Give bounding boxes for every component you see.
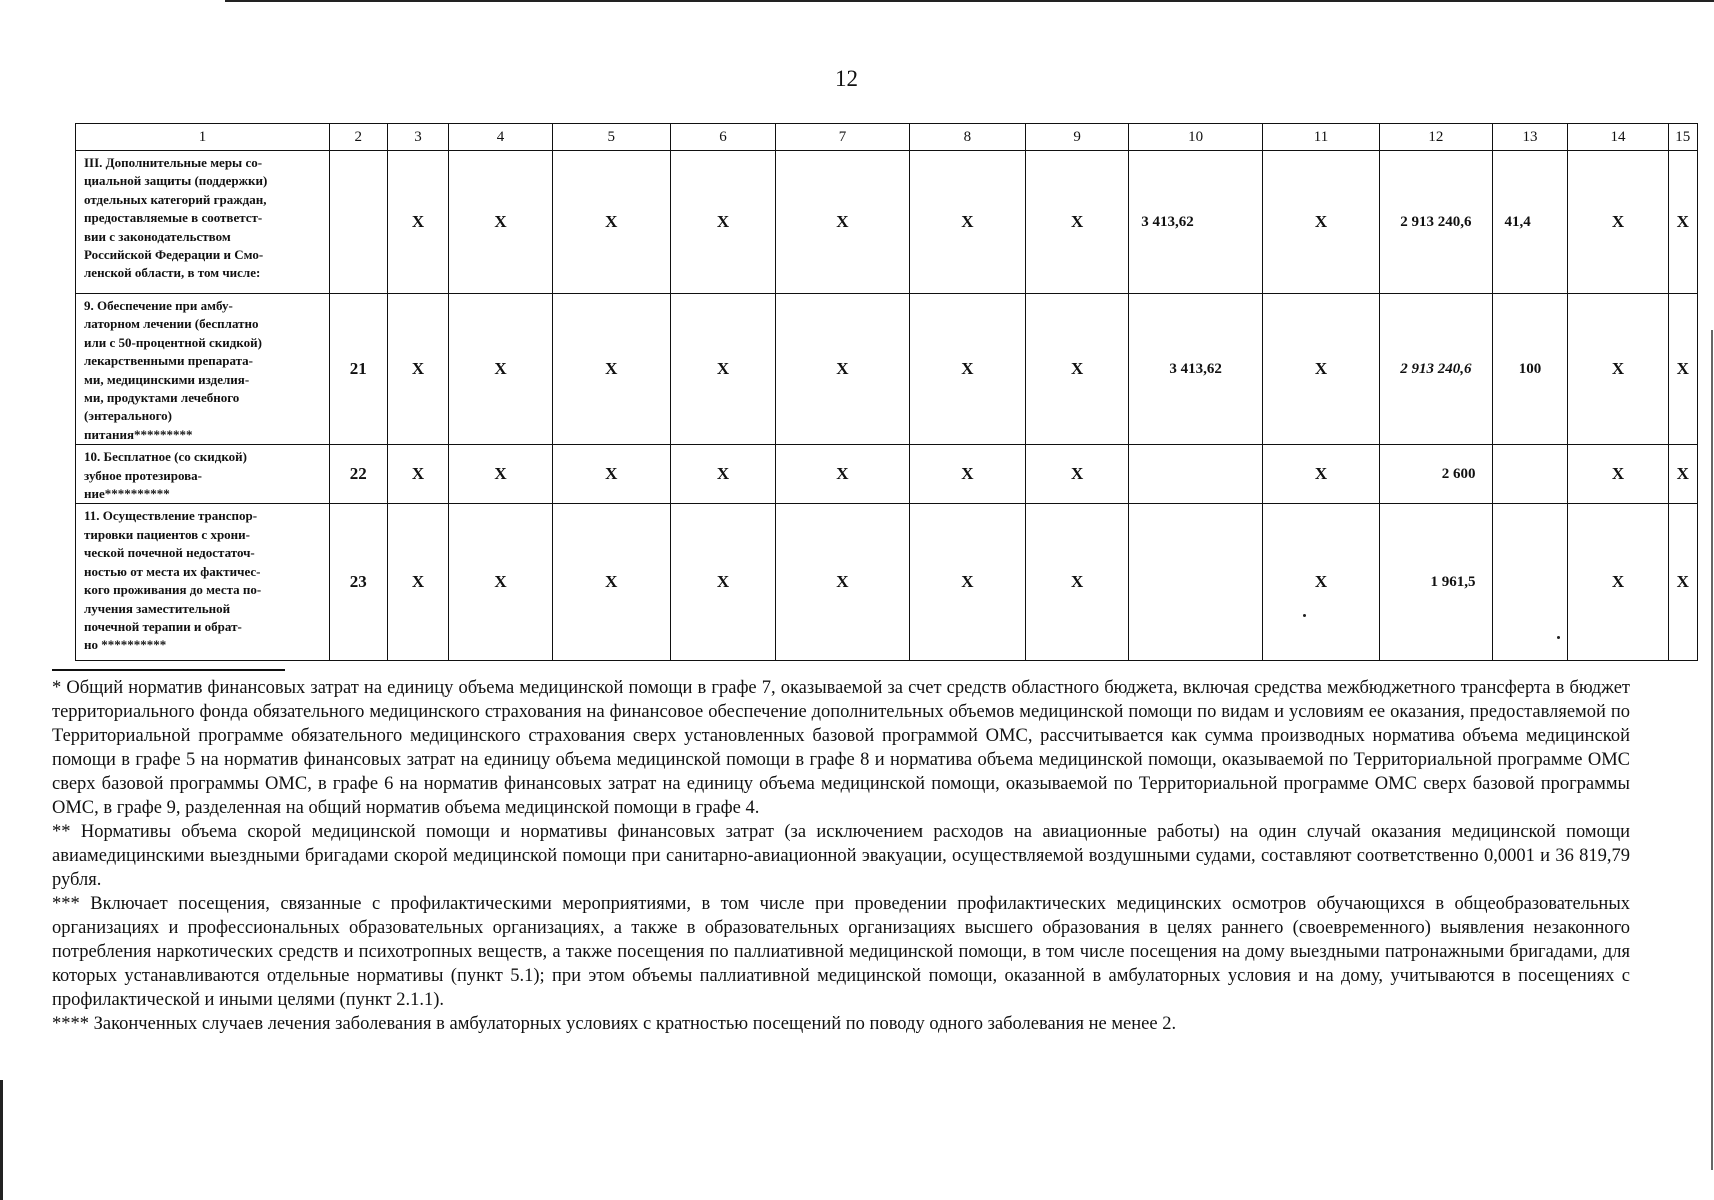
row-label-text	[84, 297, 323, 444]
table-cell: X	[449, 294, 552, 445]
column-number: 7	[776, 124, 910, 151]
column-number: 9	[1026, 124, 1129, 151]
row-label-line: кого проживания до места по-	[84, 582, 262, 598]
row-label-line: ми, медицинскими изделия-	[84, 371, 250, 387]
row-label-line: отдельных категорий граждан,	[84, 191, 267, 207]
table-cell: X	[776, 504, 910, 661]
column-number: 1	[76, 124, 330, 151]
scan-speck	[1557, 636, 1560, 639]
column-number: 14	[1568, 124, 1668, 151]
column-number: 10	[1129, 124, 1263, 151]
column-number: 2	[329, 124, 387, 151]
table-cell: X	[1026, 445, 1129, 504]
row-label-line: тировки пациентов с хрони-	[84, 526, 250, 542]
row-label-line: или с 50-процентной скидкой)	[84, 334, 262, 350]
table-cell: X	[1668, 151, 1697, 294]
table-cell: X	[1262, 151, 1379, 294]
table-cell: X	[552, 445, 670, 504]
table-cell: X	[909, 445, 1025, 504]
scan-edge-left	[0, 1080, 3, 1200]
row-label-line: лекарственными препарата-	[84, 353, 254, 369]
row-label-line: 11. Осуществление транспор-	[84, 508, 258, 524]
table-cell: X	[552, 294, 670, 445]
column-number: 15	[1668, 124, 1697, 151]
table-cell: X	[1262, 445, 1379, 504]
footnote-separator	[52, 669, 285, 671]
table-cell: X	[1668, 294, 1697, 445]
page-number: 12	[835, 66, 858, 91]
column-number: 8	[909, 124, 1025, 151]
row-label	[76, 504, 330, 661]
table-cell	[1492, 445, 1568, 504]
row-label	[76, 445, 330, 504]
row-label-line: питания*********	[84, 426, 193, 442]
table-cell: X	[776, 151, 910, 294]
scan-edge-top	[225, 0, 1714, 2]
table-cell: X	[449, 445, 552, 504]
column-number: 3	[387, 124, 449, 151]
row-label-line: предоставляемые в соответст-	[84, 210, 263, 226]
table-cell: X	[1568, 294, 1668, 445]
row-label-text	[84, 448, 323, 503]
table-cell: X	[1568, 445, 1668, 504]
table-cell: X	[1026, 294, 1129, 445]
table-cell: X	[909, 294, 1025, 445]
table-cell	[1129, 504, 1263, 661]
table-cell	[329, 151, 387, 294]
table-cell: X	[1026, 151, 1129, 294]
row-label	[76, 151, 330, 294]
table-cell: X	[552, 504, 670, 661]
table-cell: 21	[329, 294, 387, 445]
table-cell: X	[387, 504, 449, 661]
row-label-line: Российской Федерации и Смо-	[84, 247, 264, 263]
footnote: *** Включает посещения, связанные с профилактическими мероприятиями, в том числе при проведении профилактических медицинских осмотров обучающихся в общеобразовательных организациях и профессиональных образовательных организациях, а также в образовательных организациях высшего образования в целях раннего (своевременного) выявления незаконного потребления наркотических средств и психотропных веществ, а также посещения по паллиативной медицинской помощи, в том числе посещения на дому выездными патронажными бригадами, для которых устанавливаются отдельные нормативы (пункт 5.1); при этом объемы паллиативной медицинской помощи, оказанной в амбулаторных условия и на дому, учитываются в посещениях с профилактической и иными целями (пункт 2.1.1).	[52, 894, 1630, 1010]
column-number: 5	[552, 124, 670, 151]
table-cell: X	[909, 151, 1025, 294]
table-cell: X	[1026, 504, 1129, 661]
footnote: **** Законченных случаев лечения заболевания в амбулаторных условиях с кратностью посещений по поводу одного заболевания не менее 2.	[52, 1014, 1177, 1034]
table-cell: X	[909, 504, 1025, 661]
table-cell: X	[387, 445, 449, 504]
table-cell: 23	[329, 504, 387, 661]
table-cell: X	[449, 151, 552, 294]
table-cell: 2 913 240,6	[1380, 151, 1492, 294]
column-number-row	[76, 124, 1698, 151]
column-number: 11	[1262, 124, 1379, 151]
row-label-line: 10. Бесплатное (со скидкой)	[84, 449, 247, 465]
row-label-line: ческой почечной недостаточ-	[84, 545, 255, 561]
row-label-line: лучения заместительной	[84, 600, 231, 616]
table-cell: X	[1668, 504, 1697, 661]
table-cell: 100	[1492, 294, 1568, 445]
footnote: ** Нормативы объема скорой медицинской помощи и нормативы финансовых затрат (за исключением расходов на авиационные работы) на один случай оказания медицинской помощи авиамедицинскими выездными бригадами скорой медицинской помощи при санитарно-авиационной эвакуации, осуществляемой воздушными судами, составляют соответственно 0,0001 и 36 819,79 рубля.	[52, 822, 1630, 890]
table-cell: X	[670, 504, 775, 661]
row-label-line: латорном лечении (бесплатно	[84, 316, 259, 332]
table-cell: X	[670, 151, 775, 294]
table-cell	[1129, 445, 1263, 504]
table-cell: X	[387, 151, 449, 294]
row-label-line: циальной защиты (поддержки)	[84, 173, 268, 189]
row-label-line: 9. Обеспечение при амбу-	[84, 298, 233, 313]
row-label-text	[84, 154, 323, 283]
row-label-line: почечной терапии и обрат-	[84, 618, 242, 634]
scan-speck	[1303, 614, 1306, 617]
scan-edge-right	[1711, 330, 1713, 1170]
table-cell: 22	[329, 445, 387, 504]
table-cell: 3 413,62	[1129, 294, 1263, 445]
column-number: 13	[1492, 124, 1568, 151]
table-cell: X	[1568, 151, 1668, 294]
table-cell: X	[1568, 504, 1668, 661]
row-label-line: (энтерального)	[84, 408, 173, 424]
footnote: * Общий норматив финансовых затрат на единицу объема медицинской помощи в графе 7, оказываемой за счет средств областного бюджета, включая средства межбюджетного трансферта в бюджет территориального фонда обязательного медицинского страхования на финансовое обеспечение дополнительных объемов медицинской помощи по видам и условиям ее оказания, предоставляемой по Территориальной программе обязательного медицинского страхования сверх установленных базовой программой ОМС, рассчитывается как сумма производных норматива объема медицинской помощи в графе 5 на норматив финансовых затрат на единицу объема медицинской помощи в графе 8 и норматива объема медицинской помощи, оказываемой по Территориальной программе ОМС сверх базовой программы ОМС, в графе 6 на норматив финансовых затрат на единицу объема медицинской помощи, оказываемой по Территориальной программе ОМС сверх базовой программы ОМС, в графе 9, разделенная на общий норматив объема медицинской помощи в графе 4.	[52, 678, 1630, 818]
row-label-line: III. Дополнительные меры со-	[84, 155, 263, 170]
column-number: 12	[1380, 124, 1492, 151]
table-cell: 3 413,62	[1129, 151, 1263, 294]
table-cell: X	[670, 294, 775, 445]
row-label	[76, 294, 330, 445]
table-row	[76, 445, 1698, 504]
table-row	[76, 294, 1698, 445]
table-row	[76, 504, 1698, 661]
table-cell: X	[670, 445, 775, 504]
table-cell: X	[1262, 504, 1379, 661]
row-label-line: ленской области, в том числе:	[84, 265, 261, 281]
column-number: 6	[670, 124, 775, 151]
row-label-line: но **********	[84, 637, 167, 653]
table-cell: X	[776, 294, 910, 445]
footnotes	[52, 676, 1630, 1036]
table-row	[76, 151, 1698, 294]
table-cell: X	[1262, 294, 1379, 445]
row-label-line: вии с законодательством	[84, 228, 231, 244]
row-label-line: зубное протезирова-	[84, 467, 202, 483]
table-cell: 1 961,5	[1380, 504, 1492, 661]
row-label-line: ми, продуктами лечебного	[84, 390, 240, 406]
table-cell: X	[552, 151, 670, 294]
table-cell: 2 913 240,6	[1380, 294, 1492, 445]
table-cell: X	[1668, 445, 1697, 504]
financing-table	[75, 123, 1698, 661]
table-cell: 2 600	[1380, 445, 1492, 504]
row-label-text	[84, 507, 323, 654]
table-cell: 41,4	[1492, 151, 1568, 294]
row-label-line: ностью от места их фактичес-	[84, 563, 261, 579]
row-label-line: ние**********	[84, 486, 170, 502]
table-cell: X	[387, 294, 449, 445]
table-cell: X	[776, 445, 910, 504]
table-cell: X	[449, 504, 552, 661]
column-number: 4	[449, 124, 552, 151]
